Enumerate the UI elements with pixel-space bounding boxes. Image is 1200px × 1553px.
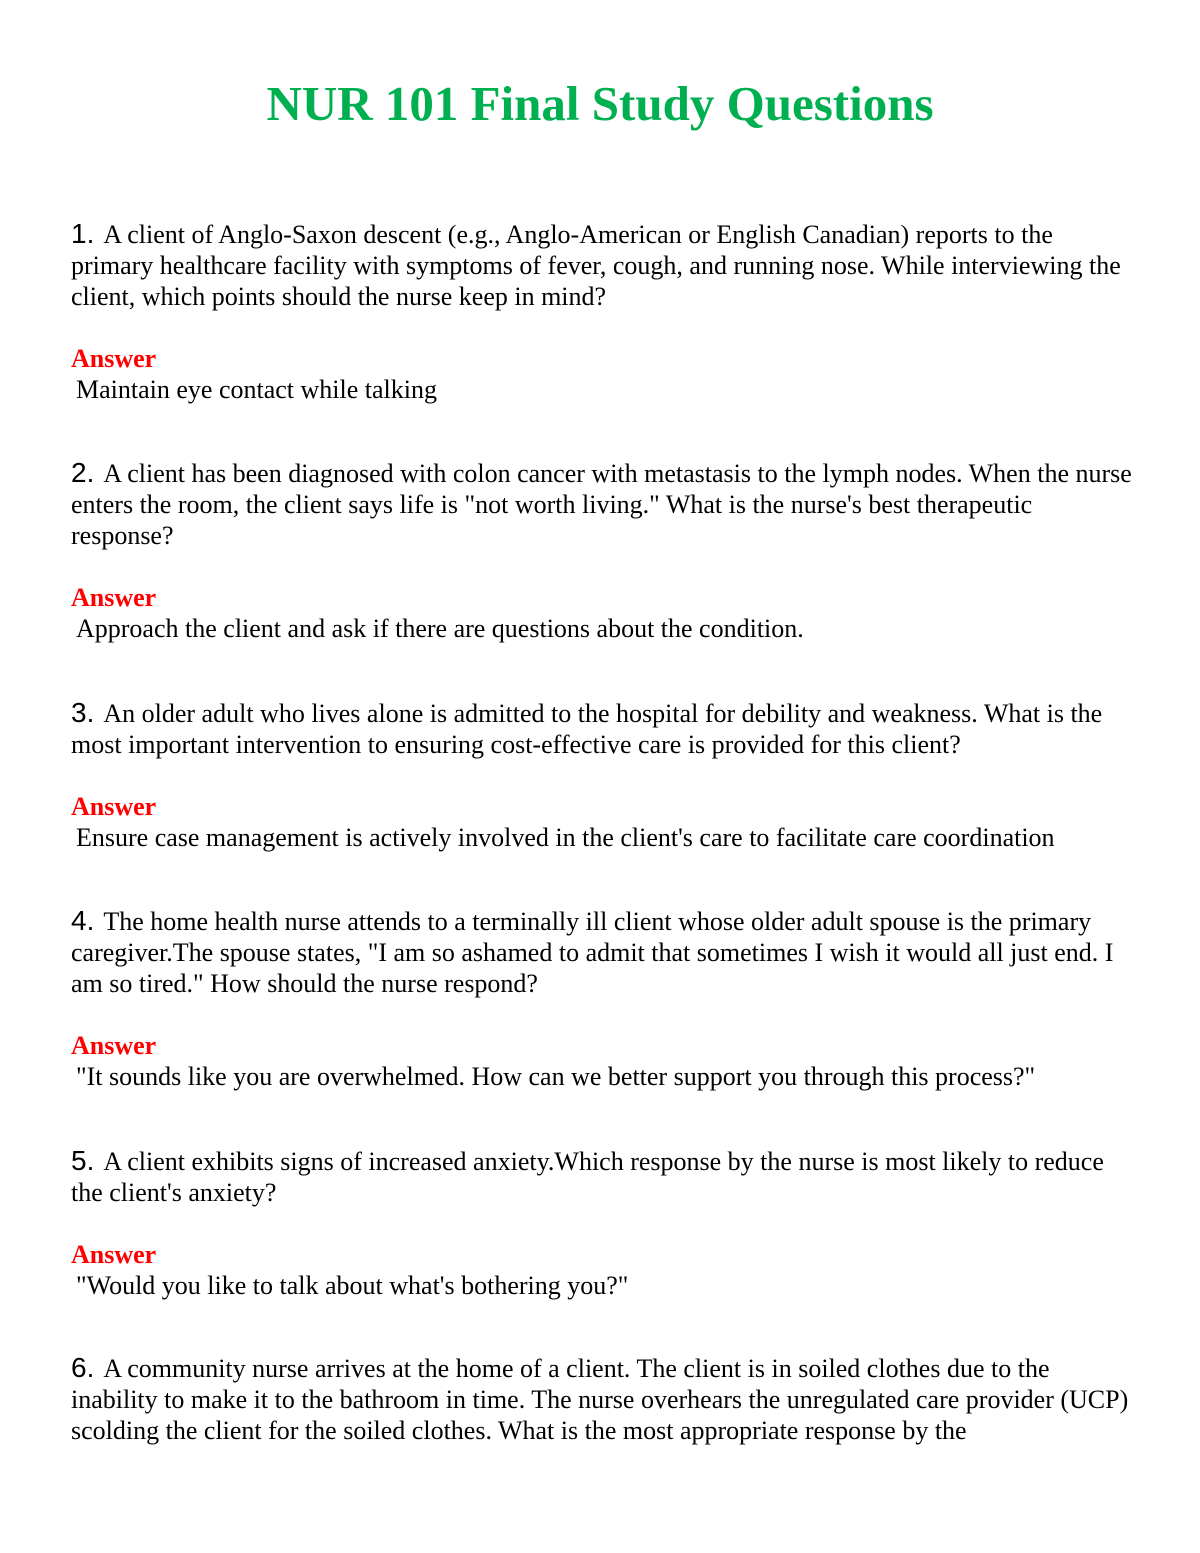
answer-label: Answer	[71, 792, 157, 821]
question-4	[71, 905, 1133, 999]
question-block-1	[71, 218, 1133, 405]
question-3	[71, 697, 1133, 760]
question-block-2	[71, 457, 1133, 644]
question-text: A client has been diagnosed with colon cancer with metastasis to the lymph nodes. When the nurse enters the room, the client says life is "not worth living." What is the nurse's best therapeutic response?	[71, 459, 1132, 550]
answer-text: Maintain eye contact while talking	[76, 375, 437, 404]
question-block-6	[71, 1352, 1133, 1446]
answer-label: Answer	[71, 344, 157, 373]
question-number: 4.	[71, 905, 95, 936]
question-text: A community nurse arrives at the home of a client. The client is in soiled clothes due to the inability to make it to the bathroom in time. The nurse overhears the unregulated care provider (UCP) scolding the client for the soiled clothes. What is the most appropriate response by the	[71, 1354, 1129, 1445]
question-1	[71, 218, 1133, 312]
question-number: 5.	[71, 1145, 95, 1176]
answer-label: Answer	[71, 1240, 157, 1269]
question-block-4	[71, 905, 1133, 1092]
question-text: The home health nurse attends to a terminally ill client whose older adult spouse is the primary caregiver.The spouse states, "I am so ashamed to admit that sometimes I wish it would all just end. I am so tired." How should the nurse respond?	[71, 907, 1114, 998]
answer-text: "Would you like to talk about what's bothering you?"	[76, 1271, 629, 1300]
answer-label: Answer	[71, 1031, 157, 1060]
question-text: A client of Anglo-Saxon descent (e.g., Anglo-American or English Canadian) reports to the primary healthcare facility with symptoms of fever, cough, and running nose. While interviewing the client, which points should the nurse keep in mind?	[71, 220, 1121, 311]
document-title: NUR 101 Final Study Questions	[266, 76, 934, 131]
question-block-3	[71, 697, 1133, 853]
question-block-5	[71, 1145, 1133, 1301]
question-5	[71, 1145, 1133, 1208]
question-number: 1.	[71, 218, 95, 249]
question-6	[71, 1352, 1133, 1446]
question-text: An older adult who lives alone is admitted to the hospital for debility and weakness. What is the most important intervention to ensuring cost-effective care is provided for this client?	[71, 699, 1103, 759]
question-text: A client exhibits signs of increased anxiety.Which response by the nurse is most likely to reduce the client's anxiety?	[71, 1147, 1104, 1207]
answer-text: Ensure case management is actively involved in the client's care to facilitate care coordination	[76, 823, 1055, 852]
question-number: 3.	[71, 697, 95, 728]
question-number: 2.	[71, 457, 95, 488]
question-2	[71, 457, 1133, 551]
answer-label: Answer	[71, 583, 157, 612]
answer-text: Approach the client and ask if there are questions about the condition.	[76, 614, 804, 643]
question-number: 6.	[71, 1352, 95, 1383]
answer-text: "It sounds like you are overwhelmed. How can we better support you through this process?"	[76, 1062, 1036, 1091]
